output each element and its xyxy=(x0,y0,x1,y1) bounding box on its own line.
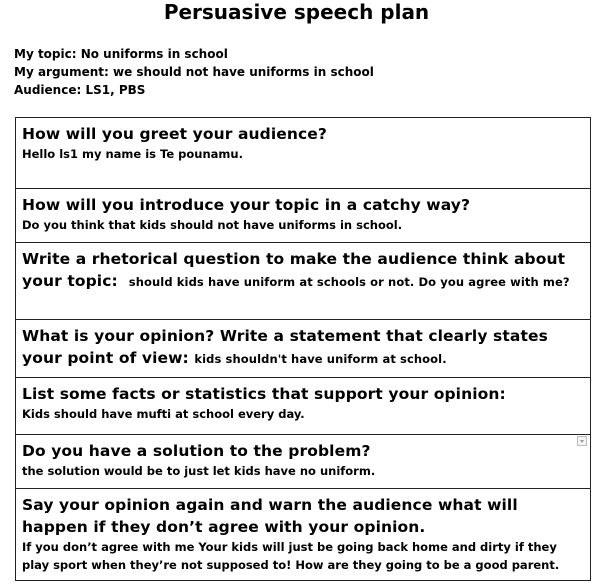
warning-question: Say your opinion again and warn the audience what will happen if they don’t agree with your opinion. xyxy=(22,496,518,536)
introduction-answer[interactable]: Do you think that kids should not have uniforms in school. xyxy=(22,218,403,232)
solution-answer[interactable]: the solution would be to just let kids have no uniform. xyxy=(22,464,376,478)
plan-table xyxy=(15,117,591,581)
chevron-down-icon[interactable] xyxy=(577,436,587,446)
introduction-question: How will you introduce your topic in a catchy way? xyxy=(22,196,471,214)
opinion-section[interactable] xyxy=(15,320,591,378)
solution-section[interactable] xyxy=(15,435,591,489)
opinion-answer[interactable]: kids shouldn't have uniform at school. xyxy=(194,352,447,366)
speech-info xyxy=(14,45,374,99)
introduction-section[interactable] xyxy=(15,189,591,243)
opinion-question: What is your opinion? Write a statement that clearly states your point of view: xyxy=(22,327,548,367)
rhetorical-question-answer[interactable]: should kids have uniform at schools or not. Do you agree with me? xyxy=(128,275,570,289)
greeting-question: How will you greet your audience? xyxy=(22,125,328,143)
audience-line: Audience: LS1, PBS xyxy=(14,83,146,97)
facts-question: List some facts or statistics that support your opinion: xyxy=(22,385,506,403)
rhetorical-question-prompt: Write a rhetorical question to make the audience think about your topic: xyxy=(22,250,566,290)
facts-section[interactable] xyxy=(15,378,591,435)
page-title: Persuasive speech plan xyxy=(163,0,430,24)
warning-answer[interactable]: If you don’t agree with me Your kids will just be going back home and dirty if they play sport when they’re not supposed to! How are they going to be a good parent. xyxy=(22,540,560,572)
opinion-cell xyxy=(22,325,584,370)
rhetorical-question-cell xyxy=(22,248,584,293)
warning-section[interactable] xyxy=(15,489,591,581)
topic-line: My topic: No uniforms in school xyxy=(14,47,228,61)
greeting-answer[interactable]: Hello ls1 my name is Te pounamu. xyxy=(22,147,243,161)
argument-line: My argument: we should not have uniforms in school xyxy=(14,65,374,79)
facts-answer[interactable]: Kids should have mufti at school every day. xyxy=(22,407,305,421)
rhetorical-question-section[interactable] xyxy=(15,243,591,320)
solution-question: Do you have a solution to the problem? xyxy=(22,442,371,460)
greeting-section[interactable] xyxy=(15,117,591,189)
